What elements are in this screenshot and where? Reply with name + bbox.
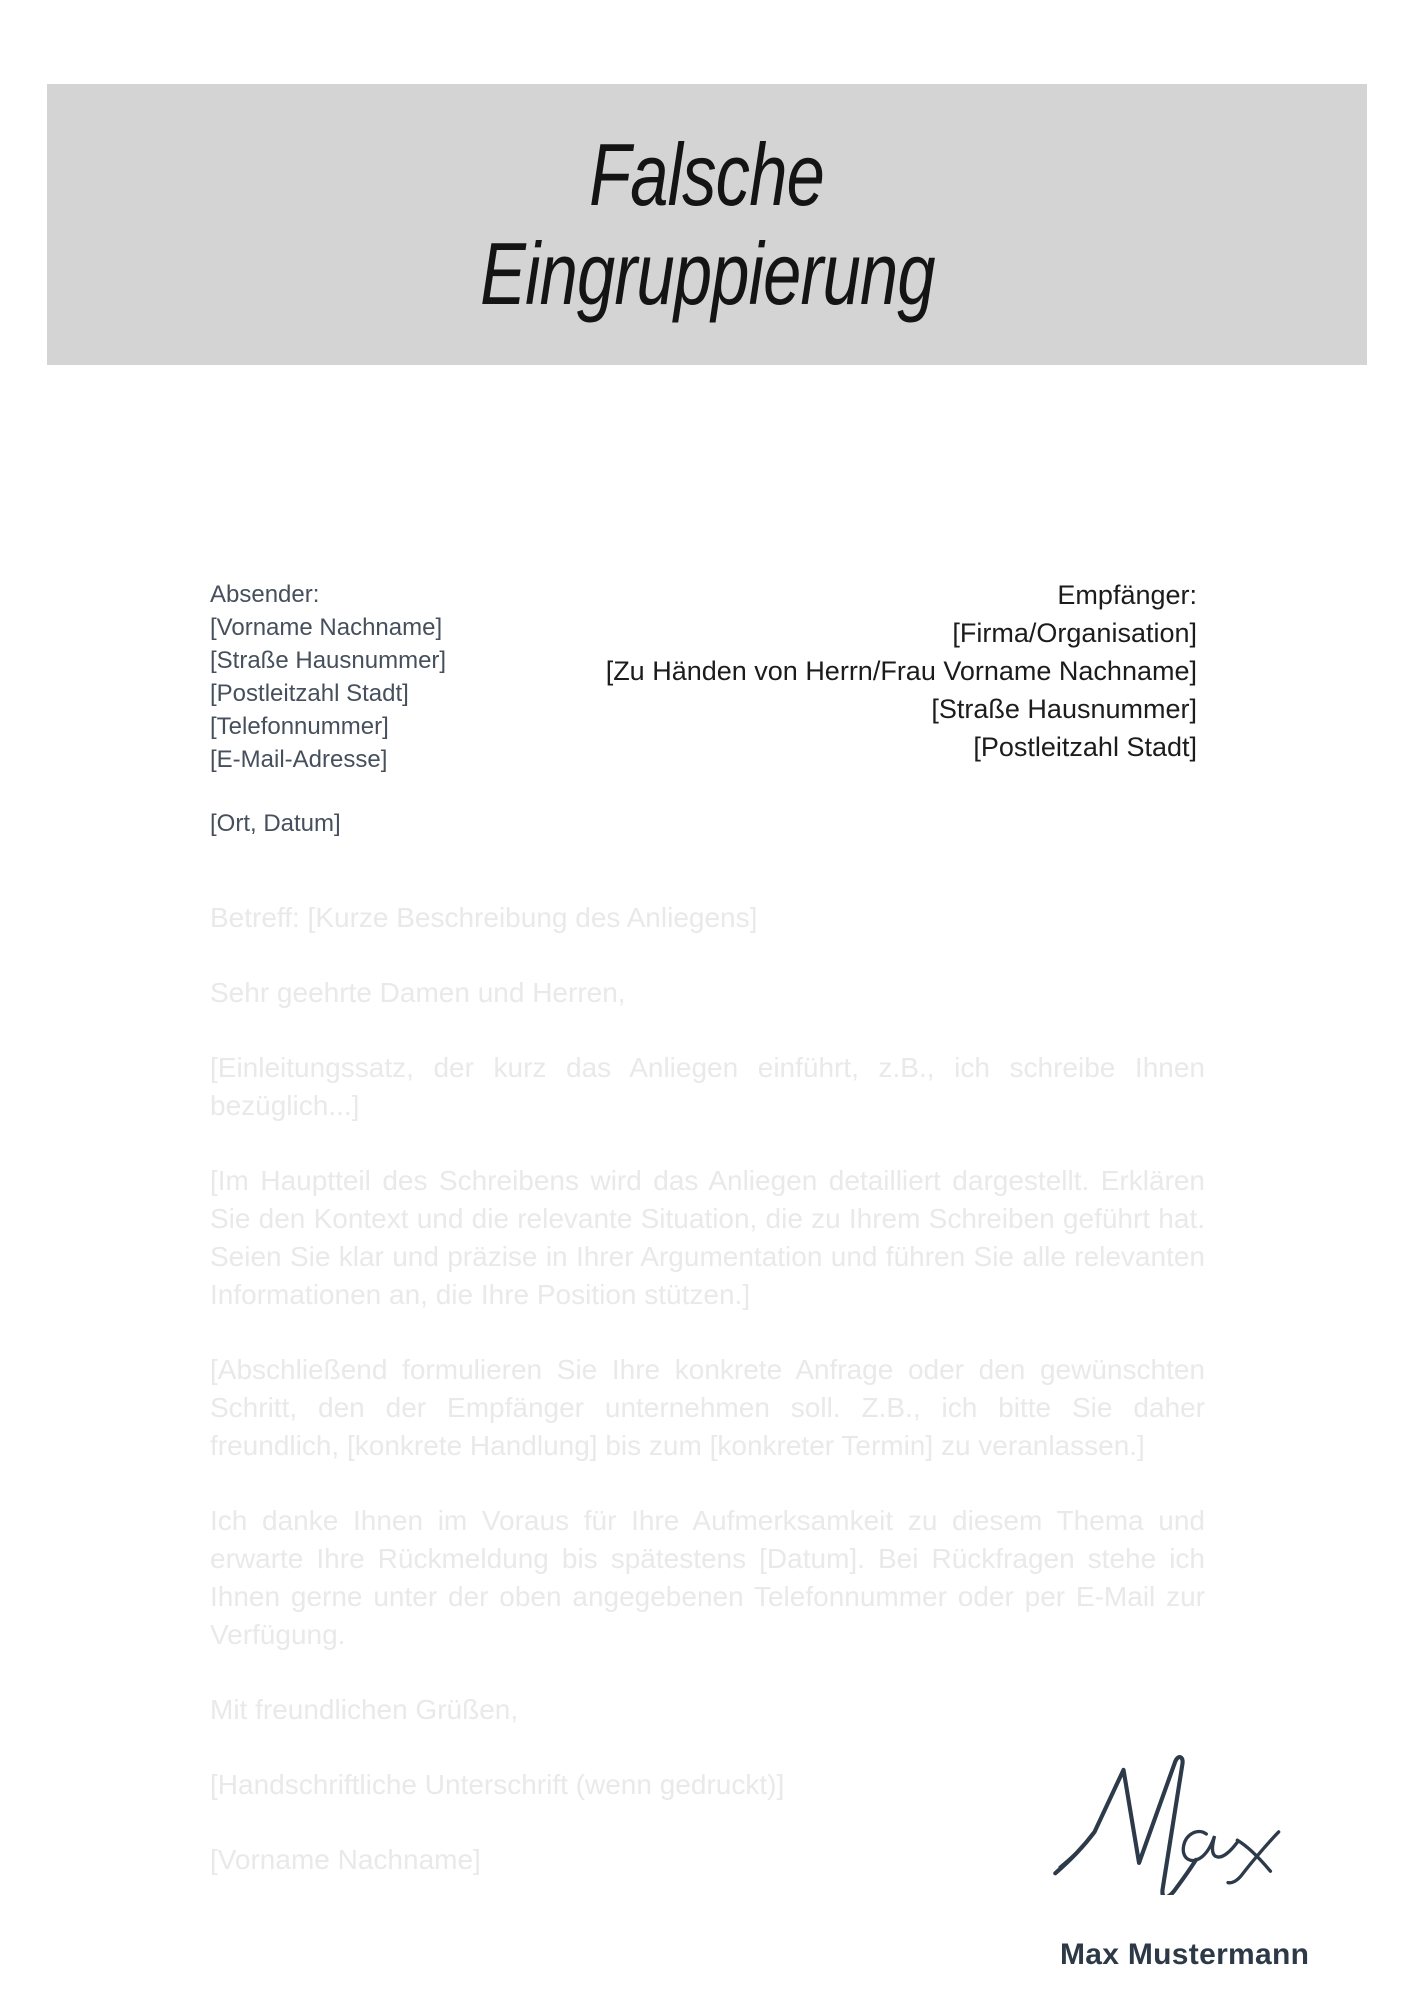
signature-placeholder-line: [Handschriftliche Unterschrift (wenn gedruckt)] bbox=[210, 1769, 785, 1800]
page-title-line-2: Eingruppierung bbox=[479, 223, 935, 323]
subject-line: Betreff: [Kurze Beschreibung des Anliegens] bbox=[210, 902, 758, 933]
page-title-line-1: Falsche bbox=[589, 124, 825, 224]
header-banner bbox=[47, 84, 1367, 365]
sender-phone-line: [Telefonnummer] bbox=[210, 713, 389, 740]
handwritten-signature-icon bbox=[1048, 1745, 1288, 1895]
recipient-block bbox=[606, 576, 1197, 766]
recipient-label: Empfänger: bbox=[1057, 580, 1197, 610]
sender-street-line: [Straße Hausnummer] bbox=[210, 647, 447, 674]
intro-paragraph: [Einleitungssatz, der kurz das Anliegen einführt, z.B., ich schreibe Ihnen bezüglich...] bbox=[210, 1052, 1205, 1121]
recipient-company-line: [Firma/Organisation] bbox=[952, 618, 1197, 648]
sender-email-line: [E-Mail-Adresse] bbox=[210, 746, 388, 773]
closing-line: Mit freundlichen Grüßen, bbox=[210, 1694, 519, 1725]
recipient-city-line: [Postleitzahl Stadt] bbox=[973, 732, 1197, 762]
salutation-line: Sehr geehrte Damen und Herren, bbox=[210, 977, 626, 1008]
recipient-attention-line: [Zu Händen von Herrn/Frau Vorname Nachname] bbox=[605, 656, 1197, 686]
page-title bbox=[416, 126, 999, 323]
main-paragraph: [Im Hauptteil des Schreibens wird das Anliegen detailliert dargestellt. Erklären Sie den Kontext und die relevante Situation, die zu Ihrem Schreiben geführt hat. Seien Sie klar und präzise in Ihrer Argumentation und führen Sie alle relevanten Informationen an, die Ihre Position stützen.] bbox=[210, 1165, 1205, 1310]
sender-block bbox=[210, 578, 446, 776]
sender-name-line: [Vorname Nachname] bbox=[210, 614, 443, 641]
recipient-street-line: [Straße Hausnummer] bbox=[931, 694, 1197, 724]
thanks-paragraph: Ich danke Ihnen im Voraus für Ihre Aufmerksamkeit zu diesem Thema und erwarte Ihre Rückmeldung bis spätestens [Datum]. Bei Rückfragen stehe ich Ihnen gerne unter der oben angegebenen Telefonnummer oder per E-Mail zur Verfügung. bbox=[210, 1505, 1205, 1650]
sender-city-line: [Postleitzahl Stadt] bbox=[210, 680, 409, 707]
name-placeholder-line: [Vorname Nachname] bbox=[210, 1844, 481, 1875]
request-paragraph: [Abschließend formulieren Sie Ihre konkrete Anfrage oder den gewünschten Schritt, den der Empfänger unternehmen soll. Z.B., ich bitte Sie daher freundlich, [konkrete Handlung] bis zum [konkreter Termin] zu veranlassen.] bbox=[210, 1354, 1205, 1461]
place-date-line: [Ort, Datum] bbox=[210, 810, 341, 837]
signer-name: Max Mustermann bbox=[1060, 1938, 1310, 1971]
sender-label: Absender: bbox=[210, 581, 320, 608]
